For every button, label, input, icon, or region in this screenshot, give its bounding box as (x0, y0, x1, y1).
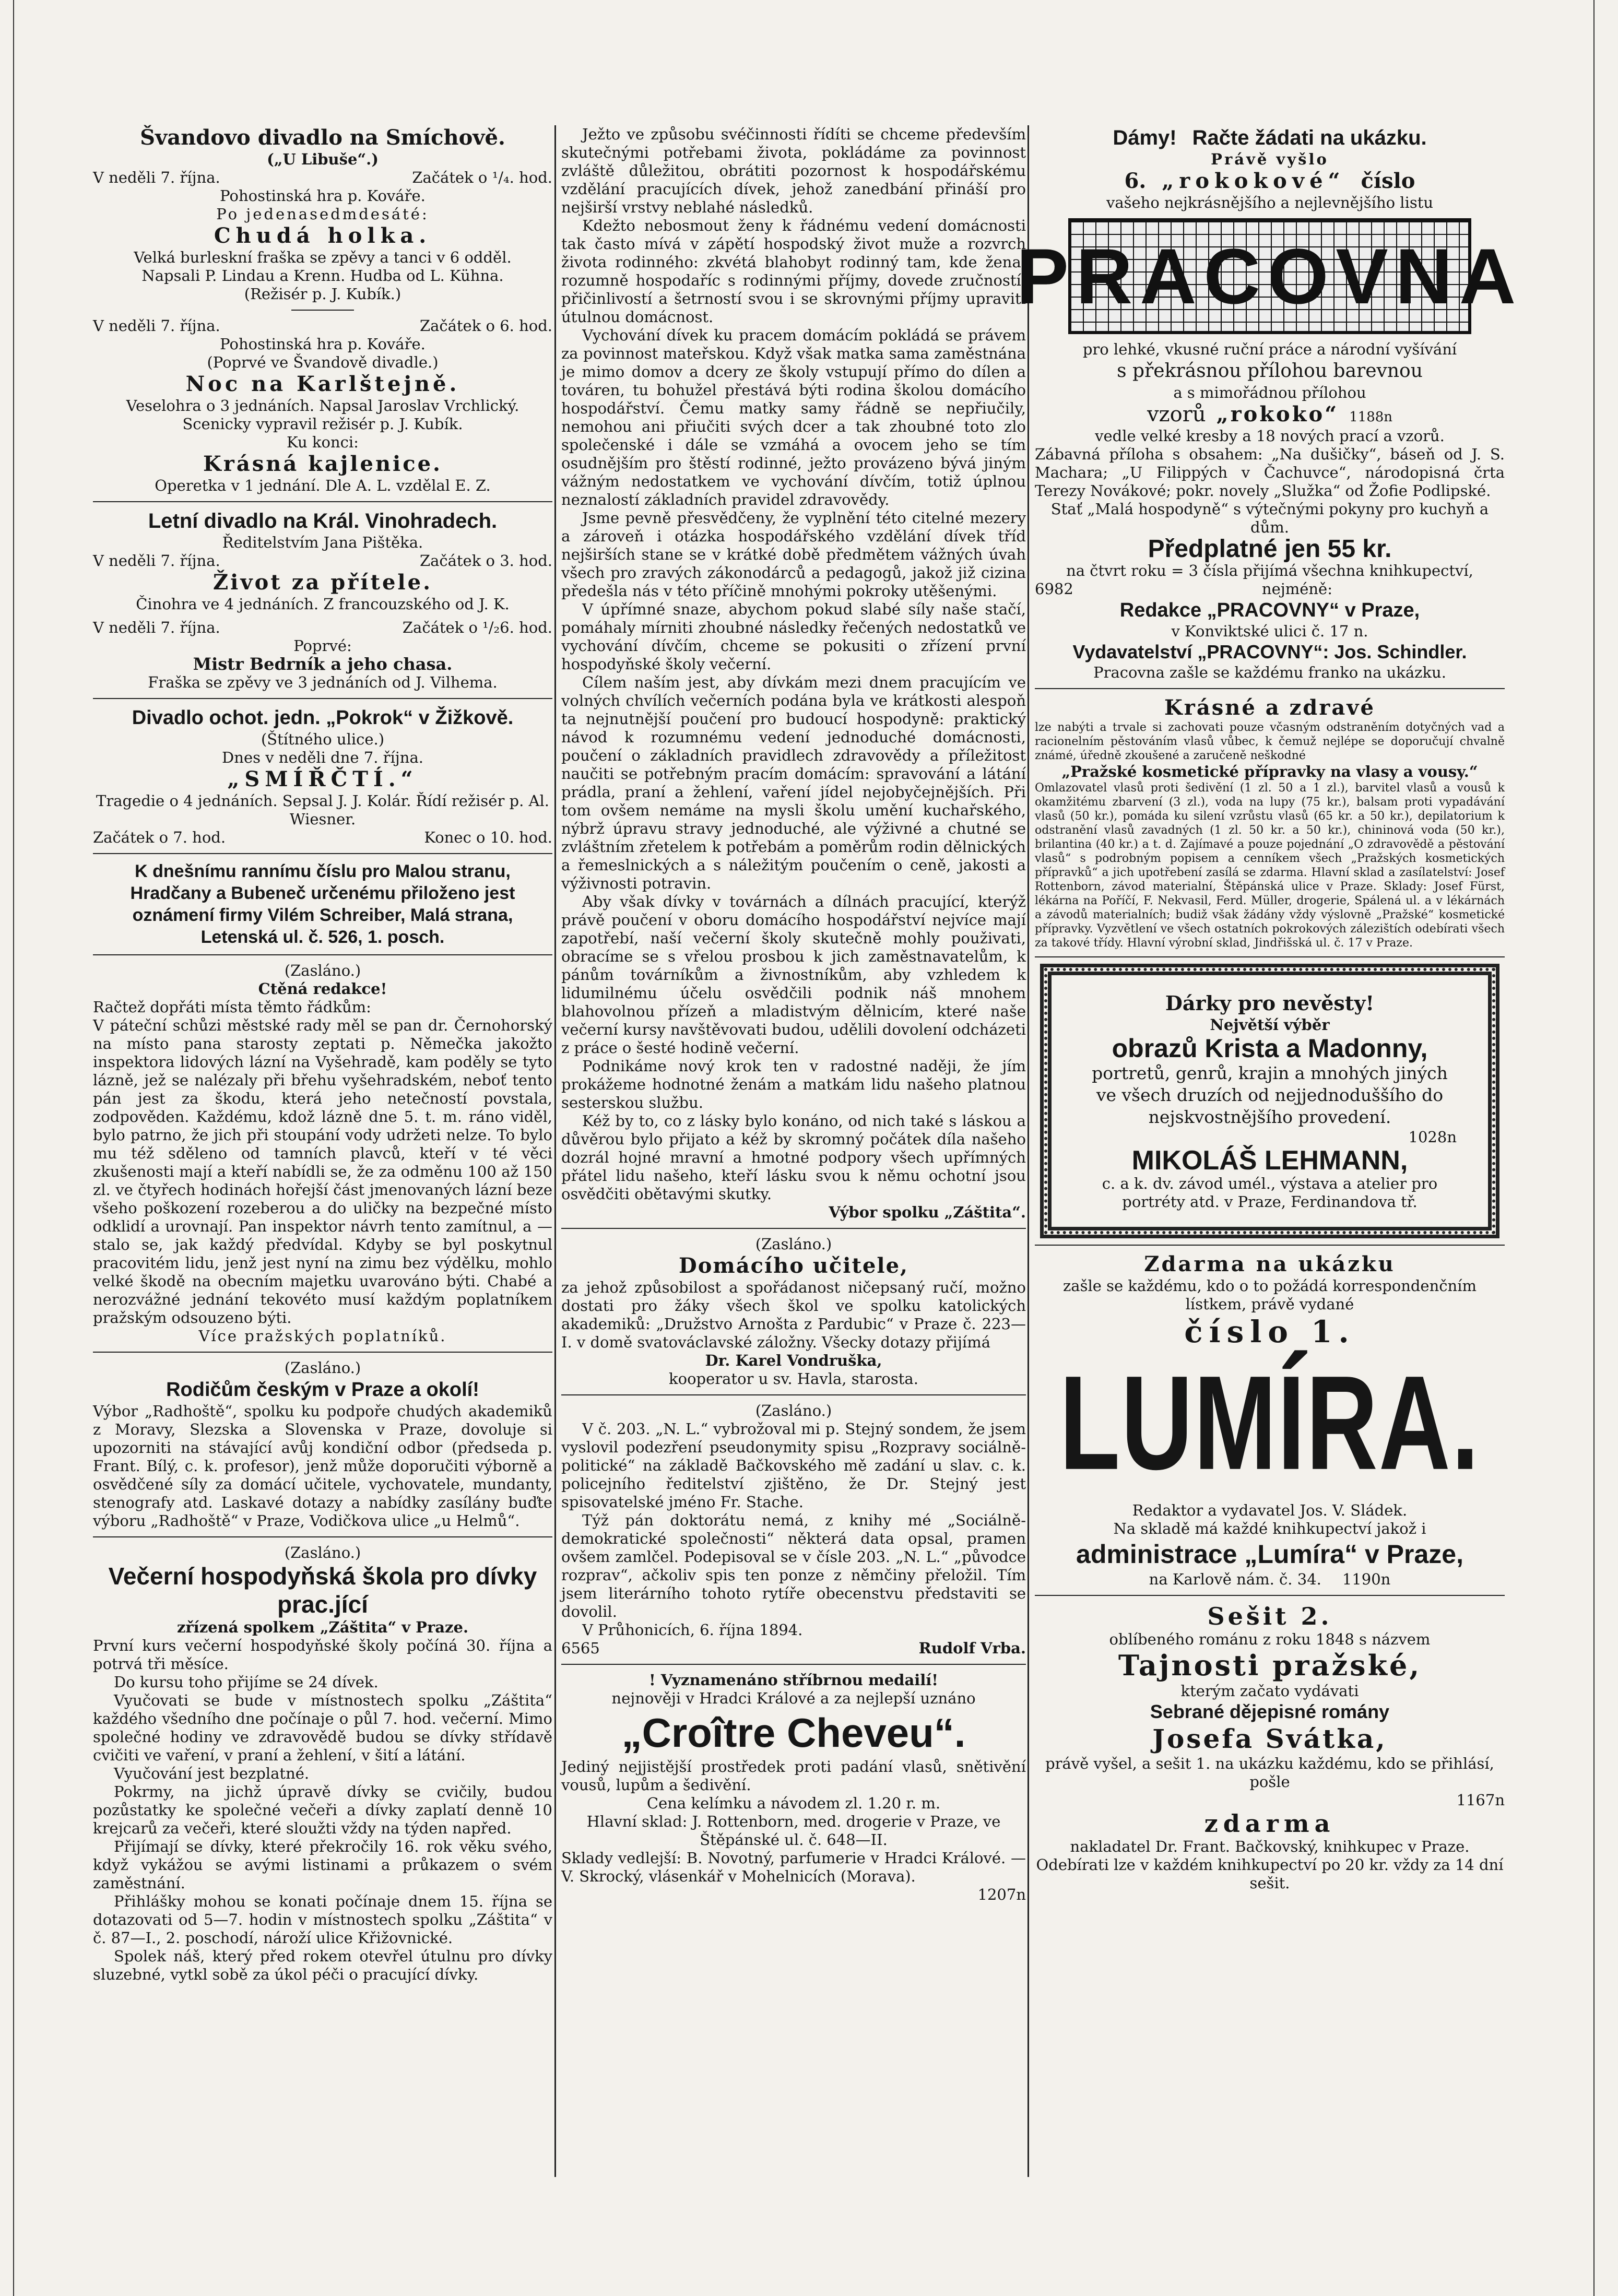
play-title: Život za přítele. (212, 570, 432, 595)
line: administrace „Lumíra“ v Praze, (1076, 1540, 1463, 1569)
line: Operetka v 1 jednání. Dle A. L. vzdělal E. Z. (155, 477, 491, 494)
line: vzorů (1147, 403, 1206, 427)
start-time: Začátek o 3. hod. (419, 552, 552, 570)
svandovo-theatre-ad (93, 125, 552, 495)
line: Dnes v neděli dne 7. října. (222, 749, 423, 766)
paragraph: První kurs večerní hospodyňské školy počíná 30. října a potrvá tři měsíce. (93, 1637, 552, 1673)
line: Napsali P. Lindau a Krenn. Hudba od L. Kühna. (141, 267, 504, 285)
vrba-num: 6565 (561, 1639, 600, 1657)
line: nejnověji v Hradci Králové a za nejlepší uznáno (611, 1689, 976, 1707)
vrba-place: V Průhonicích, 6. října 1894. (582, 1621, 803, 1639)
start-time: Začátek o 7. hod. (93, 829, 226, 846)
croitre-cheveu-ad (561, 1671, 1026, 1904)
school-sub: zřízená spolkem „Záštita“ v Praze. (176, 1618, 469, 1636)
zaslano-evening-school (93, 1544, 552, 1984)
code: 1028n (1408, 1128, 1457, 1146)
line: právě vyšel, a sešit 1. na ukázku každému, kdo se přihlásí, pošle (1045, 1755, 1494, 1791)
line: Ředitelstvím Jana Pištěka. (222, 534, 423, 551)
divider (1035, 688, 1505, 689)
line: Ku konci: (287, 433, 359, 451)
date: V neděli 7. října. (93, 619, 220, 636)
tutor-body: za jehož způsobilost a spořádanost ničepsaný ručí, možno dostati pro žáky všech škol ve spolku katolických akademiků: „Družstvo Arnošta z Pardubic“ v Praze č. 223—I. v domě svatováclavské záložny. Všecky dotazy přijímá (561, 1279, 1026, 1351)
line: oblíbeného románu z roku 1848 s názvem (1109, 1630, 1431, 1648)
line: Sebrané dějepisné romány (1150, 1701, 1390, 1722)
radhost-body: Výbor „Radhoště“, spolku ku podpoře chudých akademiků z Moravy, Slezska a Slovenska v Praze, dovoluje si upozorniti na stávající avůj kondiční odbor (předseda p. Frant. Bílý, c. k. profesor), jenž může doporučiti výborně a osvědčené síly za domácí učitele, vychovatele, mundanty, stenografy atd. Laskavé dotazy a nabídky zasílány buďte výboru „Radhoště“ v Praze, Vodičkova ulice „u Helmů“. (93, 1402, 552, 1530)
divider (291, 310, 354, 311)
line: Na skladě má každé knihkupectví jakož i (1113, 1520, 1426, 1537)
line: (Režisér p. J. Kubík.) (244, 285, 401, 303)
vrba-body: V č. 203. „N. L.“ vybrožoval mi p. Stejný sondem, že jsem vyslovil podezření pseudonymity spisu „Rozpravy sociálně-politické“ na základě Bačkovského mě zadání u slav. c. k. policejního ředitelství zjištěno, že Dr. Stejný jest spisovatelské jméno Fr. Stache. (561, 1420, 1026, 1511)
left-column (93, 125, 552, 2177)
svandovo-subtitle: („U Libuše“.) (267, 150, 379, 168)
signature: Více pražských poplatníků. (198, 1327, 447, 1345)
line: Jediný nejjistější prostředek proti padání vlasů, snětivění vousů, lupům a šedivění. (561, 1758, 1026, 1794)
divider (93, 698, 552, 699)
line: nakladatel Dr. Frant. Bačkovský, knihkupec v Praze. Odebírati lze v každém knihkupectví po 20 kr. vždy za 14 dní sešit. (1036, 1838, 1504, 1892)
divider (1035, 1245, 1505, 1246)
lehmann-framed-ad (1040, 964, 1499, 1238)
signature: Výbor spolku „Záštita“. (829, 1203, 1026, 1221)
paragraph: Vyučování jest bezplatné. (114, 1765, 310, 1782)
price: Cena kelímku a návodem zl. 1.20 r. m. (646, 1794, 941, 1812)
paragraph: Kéž by to, co z lásky bylo konáno, od nich také s láskou a důvěrou bylo přijato a kéž by skromný počátek díla našeho dozrál hojné mravní a hmotné podpory všech upřímných přátel lidu našeho, kteří lásku svou k němu ochotní jsou osvědčiti obětavými skutky. (561, 1112, 1026, 1203)
line: c. a k. dv. závod umél., výstava a atelier pro portréty atd. v Praze, Ferdinandova tř. (1102, 1175, 1438, 1211)
pracovna-ad (1016, 125, 1523, 682)
pokrok-theatre-ad (93, 705, 552, 847)
hair-cosmetics-ad (1035, 695, 1505, 950)
tutor-sig-name: Dr. Karel Vondruška, (705, 1352, 882, 1369)
line: Činohra ve 4 jednáních. Z francouzského od J. K. (136, 595, 510, 613)
line: vašeho nejkrásnějšího a nejlevnějšího listu (1106, 194, 1434, 211)
line: lze nabýti a trvale si zachovati pouze včasným odstraněním dotyčných vad a racionelním pěstováním vlasů vůbec, k čemuž nejlépe se doporučují chvalně známé, úředně zkoušené a zaručeně neškodné (1035, 721, 1505, 762)
pokrok-title: Divadlo ochot. jedn. „Pokrok“ v Žižkově. (132, 707, 514, 729)
code: 6982 (1035, 580, 1073, 598)
line: (Štítného ulice.) (261, 730, 385, 748)
paragraph: Podnikáme nový krok ten v radostné naději, že jím prokážeme hodnotné ženám a matkám lidu našeho platnou sesterskou službu. (561, 1057, 1026, 1111)
column-divider (1028, 125, 1029, 2177)
damy-head: Dámy! (1113, 126, 1177, 149)
divider (93, 1536, 552, 1537)
brand: „Croître Cheveu“. (621, 1710, 966, 1756)
paragraph: Vychování dívek ku pracem domácím pokládá se právem za povinnost mateřskou. Když však matka sama zaměstnána je mimo domov a dcery ze školy vstupují přímo do dílen a továren, tu bohužel přestává býti rodina školou domácího hospodářství. Čemu matky samy řádně se nepřiučily, nemohou ani přiučiti svých dcer a tak zhoubné toto zlo společenské i dále se vzmáhá a ovocem jeho se tím osudnějším pro štěstí rodinné, ježto provázeno bývá jiným vážným nedostatkem ve vychování dívčím, totiž úplnou neznalostí základních pravidel zdravovědy. (561, 326, 1026, 508)
cislo: číslo (1361, 169, 1415, 193)
paragraph: Přijímají se dívky, které překročily 16. rok věku svého, když vykážou se avými listinami a průkazem o svém zaměstnání. (93, 1838, 552, 1892)
start-time: Začátek o ¹/₂6. hod. (402, 619, 552, 636)
middle-column (561, 125, 1026, 2177)
play-title: „SMÍŘČTÍ.“ (227, 767, 418, 791)
code: 1190n (1342, 1570, 1391, 1588)
page-edge-right (1593, 0, 1595, 2296)
zaslano-label: (Zasláno.) (284, 962, 361, 979)
line: „Pražské kosmetické přípravky na vlasy a vousy.“ (1061, 763, 1478, 780)
divider (93, 954, 552, 955)
vrba-signer: Rudolf Vrba. (918, 1639, 1026, 1657)
pracovna-logo-text: PRACOVNA (1016, 232, 1523, 320)
price: Předplatné jen 55 kr. (1148, 535, 1392, 563)
issue-number: 6. (1124, 169, 1147, 193)
zaslano-radhost (93, 1359, 552, 1530)
paragraph: Spolek náš, který před rokem otevřel útulnu pro dívky sluzebné, vytkl sobě za úkol péči o pracující dívky. (93, 1947, 552, 1983)
line: Právě vyšlo (1211, 150, 1329, 168)
line: zašle se každému, kdo o to požádá korrespondenčním lístkem, právě vydané (1063, 1277, 1477, 1313)
divider (1035, 1595, 1505, 1596)
zaslano-baths-letter (93, 962, 552, 1345)
line: a s mimořádnou přílohou (1173, 384, 1366, 401)
tutor-sig-title: kooperator u sv. Havla, starosta. (669, 1370, 918, 1388)
divider (561, 1394, 1026, 1395)
paragraph: Ježto ve způsobu svéčinnosti řídíti se chceme především skutečnými potřebami života, pokládáme za povinnost zvláště důležitou, obrátiti pozornost k hospodářskému vzdělání pracujících dívek, jehož zanedbání přináší pro nejširší vrstvy neblahé následků. (561, 125, 1026, 216)
line: (Poprvé ve Švandově divadle.) (207, 353, 439, 371)
end-time: Konec o 10. hod. (424, 829, 552, 846)
line: vedle velké kresby a 18 nových prací a vzorů. (1095, 427, 1445, 445)
salutation: Ctěná redakce! (258, 980, 387, 998)
zaslano-label: (Zasláno.) (284, 1359, 361, 1377)
play-title: Chudá holka. (214, 223, 432, 248)
page-edge-left (13, 0, 14, 2296)
line: obrazů Krista a Madonny, (1112, 1034, 1428, 1063)
lehmann-name: MIKOLÁŠ LEHMANN, (1131, 1145, 1408, 1176)
line: pro lehké, vkusné ruční práce a národní vyšívání (1082, 340, 1457, 358)
paragraph: Vyučovati se bude v místnostech spolku „Záštita“ každého všedního dne počínaje o půl 7. hod. večerní. Mimo společné hodiny ve zdravovědě budou se dívky střídavě cvičiti ve vaření, v praní a žehlení, v šití a látání. (93, 1691, 552, 1764)
paragraph: Aby však dívky v továrnách a dílnách pracující, kterýž právě poučení v oboru domácího hospodářství nejvíce mají zapotřebí, naší večerní školy skutečně mohly použivati, obracíme se s vřelou prosbou k jich zaměstnavatelům, k pánům továrníkům a živnostníkům, aby vzhledem k lidumilnému účelu osvědčili podnik náš mnohem blahovolnou přízeň a mladistvým dělnicím, které naše večerní kursy navštěvovati budou, udělili dovolení odcházeti z práce o šesté hodině večerní. (561, 893, 1026, 1057)
zaslano-label: (Zasláno.) (755, 1402, 832, 1419)
line: s překrásnou přílohou barevnou (1117, 360, 1423, 382)
start-time: Začátek o 6. hod. (419, 317, 552, 335)
paragraph: Pokrmy, na jichž úpravě dívky se cvičily, budou pozůstatky ke společné večeři a dívky zaplatí denně 10 krejcarů za večeři, které sloužti vždy na týden napřed. (93, 1783, 552, 1837)
line: Hlavní sklad: J. Rottenborn, med. drogerie v Praze, ve Štěpánské ul. č. 648—II. (586, 1813, 1001, 1849)
lumir-title: Zdarma na ukázku (1144, 1252, 1396, 1276)
pracovna-logo (1016, 218, 1523, 334)
lumir-logo: LUMÍRA. (1059, 1348, 1480, 1498)
line: Tragedie o 4 jednáních. Sepsal J. J. Kolár. Řídí režisér p. Al. Wiesner. (96, 792, 549, 828)
svandovo-title: Švandovo divadlo na Smíchově. (140, 125, 505, 150)
zaslano-vrba (561, 1402, 1026, 1658)
line: na Karlově nám. č. 34. (1149, 1570, 1321, 1588)
paragraph: Kdežto nebosmout ženy k řádnému vedení domácnosti tak často mívá v zápětí hospodský život muže a rozvrch života rodinného: zkvétá blahobyt rodinný tam, kde žena, rozumně hospodaříc s rodinnými příjmy, dovede zručností, přičinlivostí a šetrností svou i se skrovnými příjmy upraviti útulnou domácnost. (561, 217, 1026, 326)
rococo-word: „rokoko“ (1216, 402, 1339, 427)
krasne-title: Krásné a zdravé (1164, 695, 1375, 720)
date: V neděli 7. října. (93, 552, 220, 570)
line: v Konviktské ulici č. 17 n. (1171, 622, 1368, 640)
line: Stať „Malá hospodyně“ s výtečnými pokyny pro kuchyň a dům. (1050, 500, 1489, 536)
line: Největší výběr (1210, 1016, 1330, 1034)
line: Omlazovatel vlasů proti šedivění (1 zl. 50 a 1 zl.), barvitel vlasů a vousů k okamžitému zbarvení (3 zl.), voda na lupy (75 kr.), balsam proti vypadávání vlasů (50 kr.), pomáda ku silení vzrůstu vlasů (65 kr. a 50 kr.), depilatorium k odstranění vlasů zavadných (1 zl. 50 kr. a 50 kr.), chininová voda (50 kr.), brilantina (40 kr.) a t. d. Zajímavé a pouze pojednání „O zdravovědě a pěstování vlasů“ s podrobným popisem a cenníkem všech „Pražských kosmetických přípravků“ a jich upotřebení zasílá se zdarma. Hlavní sklad a zasílatelství: Josef Rottenborn, závod materialní, Štěpánská ulice v Praze. Sklady: Josef Fürst, lékárna na Poříčí, F. Nekvasil, Ferd. Müller, drogerie, Spálená ul. a v lékárnách a závodů materialních; budiž však žádány vždy výslovně „Pražské“ kosmetické přípravky. Vyzvětlení ve všech ostatních pokrokových zálezištích odebírati všech za takové třídy. Hlavní výrobní sklad, Jindřišská ul. č. 17 v Praze. (1035, 782, 1505, 950)
darky-title: Dárky pro nevěsty! (1165, 991, 1375, 1015)
paragraph: Přihlášky mohou se konati počínaje dnem 15. října se dotazovati od 5—7. hodin v místnostech spolku „Záštita“ v č. 87—I., 2. poschodí, nároží ulice Křižovnické. (93, 1892, 552, 1947)
paragraph: Do kursu toho přijíme se 24 dívek. (114, 1673, 379, 1691)
zdarma: zdarma (1204, 1809, 1336, 1838)
paragraph: V úpřímné snaze, abychom pokud slabé síly naše stačí, pomáhaly mírniti zhoubné následky řečených nedostatků ve vychování dívčím, chceme se pokusiti o zřízení první hospodyňské školy večerní. (561, 600, 1026, 673)
radhost-title: Rodičům českým v Praze a okolí! (166, 1379, 479, 1401)
schreiber-notice: K dnešnímu rannímu číslu pro Malou stranu, Hradčany a Bubeneč určenému přiloženo jest oznámení firmy Vilém Schreiber, Malá strana, Letenská ul. č. 526, 1. posch. (130, 861, 515, 947)
line: Fraška se zpěvy ve 3 jednáních od J. Vilhema. (148, 673, 498, 691)
line: nejméně: (1261, 580, 1332, 598)
sesit-title: Sešit 2. (1207, 1602, 1332, 1630)
line: Vydavatelství „PRACOVNY“: Jos. Schindler. (1072, 641, 1467, 662)
paragraph: Jsme pevně přesvědčeny, že vyplnění této citelné mezery a zároveň i otázka hospodářského vzdělání dívek tříd nejširších stane se v krátké době předmětem vážných úvah všech pro zravých zákonodárců a pedagogů, jakož již cizina předešla nás v této příčině mnohými pokroky utěšenými. (561, 509, 1026, 600)
divider (561, 1664, 1026, 1665)
column-divider (554, 125, 556, 2177)
divider (93, 1352, 552, 1353)
divider (93, 501, 552, 502)
divider (561, 1228, 1026, 1229)
divider (1035, 956, 1505, 957)
code: 1207n (977, 1886, 1026, 1903)
cislo: číslo 1. (1184, 1314, 1355, 1350)
line: Redakce „PRACOVNY“ v Praze, (1119, 599, 1420, 621)
date: V neděli 7. října. (93, 317, 220, 335)
letter-body: V páteční schůzi městské rady měl se pan dr. Černohorský na místo pana starosty zeptati p. Němečka jakožto inspektora lidových lázní na Vyšehradě, kam poděly se tyto lázně, jež se nalézaly při břehu vyšehradském, neboť tento pán jest za škodu, která jeho netečností povstala, zodpověden. Každému, kdož lázně dne 5. t. m. ráno viděl, bylo patrno, že jich při stoupání vody udržeti nelze. To bylo mu též sděleno od tamních plavců, kteří v té věci zkušenosti mají a kteří nabídli se, že za odměnu 100 až 150 zl. ve čtyřech hodinách hořejší část jmenovaných lázní beze všeho poškození rozeberou a do uličky na bezpečné místo odklidí a urovnají. Pan inspektor návrh tento zamítnul, a — stalo se, jak každý předvídal. Kdyby se byl poskytnul pracovitém lidu, jenž jest nyní na zimu bez výdělku, mohlo velké škodě na obecním majetku uvarováno býti. Chabé a nerozvážné jednání tekovéto musí každým poplatníkem pražským odsouzeno býti. (93, 1016, 552, 1327)
zaslano-tutor (561, 1235, 1026, 1388)
rococo-title: „rokokové“ (1162, 169, 1345, 193)
play-title: Mistr Bedrník a jeho chasa. (193, 654, 453, 674)
line: Poprvé: (293, 637, 352, 655)
tutor-title: Domácího učitele, (679, 1253, 908, 1278)
play-title: Krásná kajlenice. (203, 452, 442, 476)
zaslano-label: (Zasláno.) (284, 1544, 361, 1561)
paragraph: Cílem naším jest, aby dívkám mezi dnem pracujícím ve volných chvílích večerních podána byla ve krátkosti alespoň ta nejnutnější poučení pro budoucí hospodyně: praktický návod k rozumnému vedení jednoduché domácnosti, poučení o základních pravidlech zdravovědy a příležitost naučiti se potřebným pracím domácím: spravování a látání prádla, praní a žehlení, vaření jídel nejobyčejnějších. Při tom ovšem nemáme na mysli školu umění kuchařského, nýbrž úpravu stravy jednoduché, ale výživné a chutné se zvláštním zřetelem k potřebám a poměrům rodin dělnických a řemeslnických a s náležitým poučením o ceně, jakosti a výživnosti potravin. (561, 673, 1026, 892)
svatek-novel-ad (1035, 1602, 1505, 1892)
intro: Račtež dopřáti místa těmto řádkům: (93, 998, 371, 1016)
line: Pracovna zašle se každému franko na ukázku. (1093, 664, 1446, 681)
damy-head2: Račte žádati na ukázku. (1192, 126, 1427, 149)
letni-title: Letní divadlo na Král. Vinohradech. (148, 510, 498, 532)
start-time: Začátek o ¹/₄. hod. (412, 169, 552, 186)
author-name: Josefa Svátka, (1152, 1723, 1387, 1754)
novel-title: Tajnosti pražské, (1118, 1649, 1422, 1682)
play-title: Noc na Karlštejně. (185, 372, 460, 396)
line: Velká burleskní fraška se zpěvy a tanci v 6 odděl. (134, 248, 512, 266)
vrba-body: Týž pán doktorátu nemá, z knihy mé „Sociálně-demokratické společnosti“ některá data opsal, pramen ovšem zamlčel. Podepisoval se v čísle 203. „N. L.“ „původce rozprav“, ačkoliv spis ten ponze z němčiny přeložil. Tím jsem literárního tohoto rytíře obecenstvu představiti se dovolil. (561, 1511, 1026, 1620)
award: ! Vyznamenáno stříbrnou medailí! (648, 1671, 939, 1689)
line: Po jedenasedmdesáté: (216, 205, 429, 223)
zaslano-label: (Zasláno.) (755, 1235, 832, 1253)
line: Redaktor a vydavatel Jos. V. Sládek. (1132, 1501, 1408, 1519)
line: Pohostinská hra p. Kováře. (220, 335, 426, 353)
school-title: Večerní hospodyňská škola pro dívky prac.jící (108, 1563, 537, 1618)
line: Veselohra o 3 jednáních. Napsal Jaroslav Vrchlický. (126, 397, 519, 415)
line: portretů, genrů, krajin a mnohých jiných ve všech druzích od nejjednoduššího do nejskvostnějšího provedení. (1092, 1063, 1448, 1127)
zastita-appeal (561, 125, 1026, 1222)
divider (93, 853, 552, 854)
letni-theatre-ad (93, 508, 552, 692)
line: Zábavná příloha s obsahem: „Na dušičky“, báseň od J. S. Machara; „U Filippých v Čachuvce“, národopisná črta Terezy Novákové; pokr. novely „Služka“ od Žofie Podlipské. (1035, 445, 1505, 500)
line: na čtvrt roku = 3 čísla přijímá všechna knihkupectví, (1066, 562, 1473, 579)
line: Scenicky vypravil režisér p. J. Kubík. (182, 415, 463, 433)
date: V neděli 7. října. (93, 169, 220, 186)
code: 1167n (1456, 1791, 1505, 1809)
lumir-ad (1035, 1252, 1505, 1589)
right-column (1016, 125, 1523, 2177)
line: Pohostinská hra p. Kováře. (220, 187, 426, 205)
code: 1188n (1349, 409, 1393, 425)
line: kterým začato vydávati (1180, 1682, 1359, 1700)
line: Sklady vedlejší: B. Novotný, parfumerie v Hradci Králové. — V. Skrocký, vlásenkář v Mohelnicích (Morava). (561, 1849, 1026, 1885)
